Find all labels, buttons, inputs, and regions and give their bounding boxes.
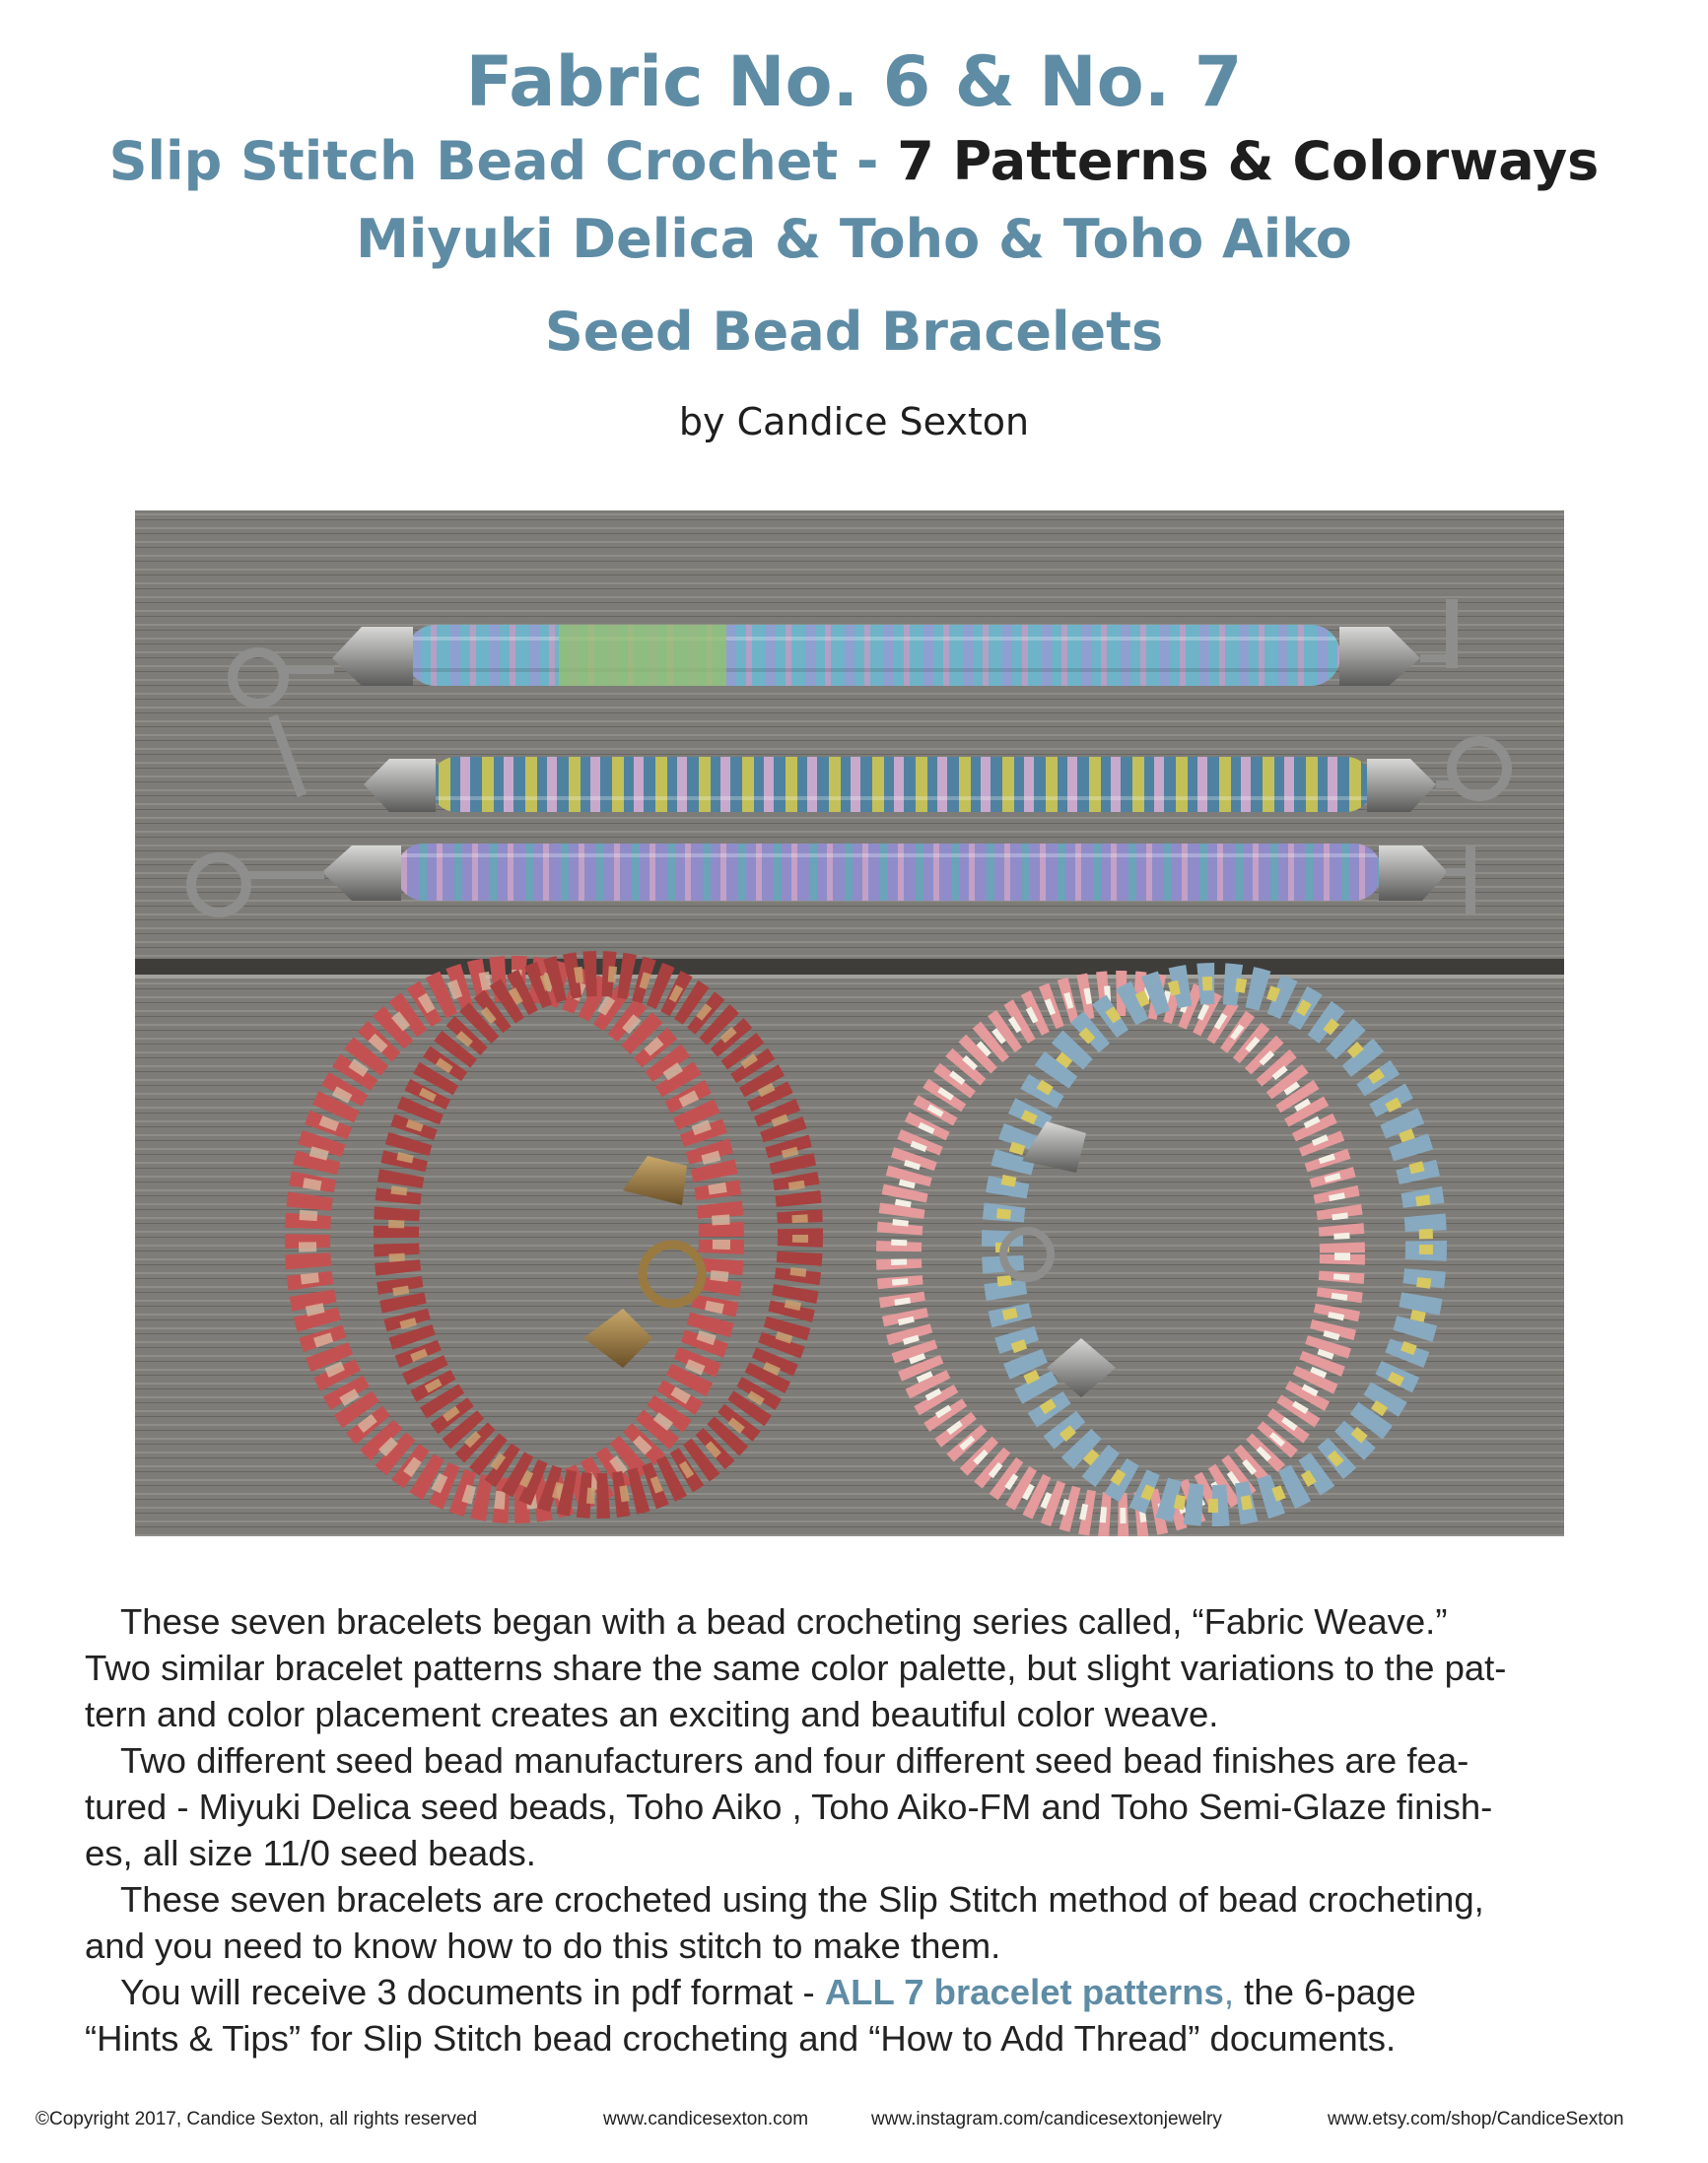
paragraph-line: These seven bracelets are crocheted using the Slip Stitch method of bead crocheting, [120,1879,1484,1920]
highlight-comma: , [1223,1972,1234,2012]
footer [0,2101,1708,2140]
paragraph-line [85,1969,1642,2015]
paragraph-line: es, all size 11/0 seed beads. [85,1833,536,1873]
page-title: Fabric No. 6 & No. 7 [465,41,1243,122]
documents-intro: You will receive 3 documents in pdf format - [120,1972,825,2012]
subtitle [0,124,1708,199]
product-type: Seed Bead Bracelets [544,301,1164,363]
paragraph-line: tern and color placement creates an exciting and beautiful color weave. [85,1694,1219,1734]
description [85,1598,1642,2062]
subtitle-pattern-count: 7 Patterns & Colorways [897,130,1600,192]
etsy-link[interactable]: www.etsy.com/shop/CandiceSexton [1328,2109,1624,2129]
paragraph-line: Two different seed bead manufacturers and four different seed bead finishes are fea- [120,1740,1469,1781]
instagram-link[interactable]: www.instagram.com/candicesextonjewelry [871,2109,1222,2129]
author-byline: by Candice Sexton [678,400,1030,443]
copyright-notice: ©Copyright 2017, Candice Sexton, all rights reserved [35,2109,478,2129]
subtitle-technique: Slip Stitch Bead Crochet - [108,130,898,192]
paragraph-line: These seven bracelets began with a bead crocheting series called, “Fabric Weave.” [120,1601,1448,1642]
bracelets-illustration [135,510,1564,1536]
documents-hints: the 6-page [1233,1972,1416,2012]
paragraph-line: tured - Miyuki Delica seed beads, Toho Aiko , Toho Aiko-FM and Toho Semi-Glaze finish- [85,1787,1493,1827]
bracelets-photo [135,510,1564,1536]
website-link[interactable]: www.candicesexton.com [603,2109,809,2129]
paragraph-line: and you need to know how to do this stitch to make them. [85,1926,1001,1966]
bead-brands: Miyuki Delica & Toho & Toho Aiko [356,208,1352,270]
highlight-all-patterns: ALL 7 bracelet patterns [824,1972,1224,2012]
paragraph-line: “Hints & Tips” for Slip Stitch bead crocheting and “How to Add Thread” documents. [85,2018,1397,2059]
paragraph-line: Two similar bracelet patterns share the same color palette, but slight variations to the pat- [85,1648,1507,1688]
